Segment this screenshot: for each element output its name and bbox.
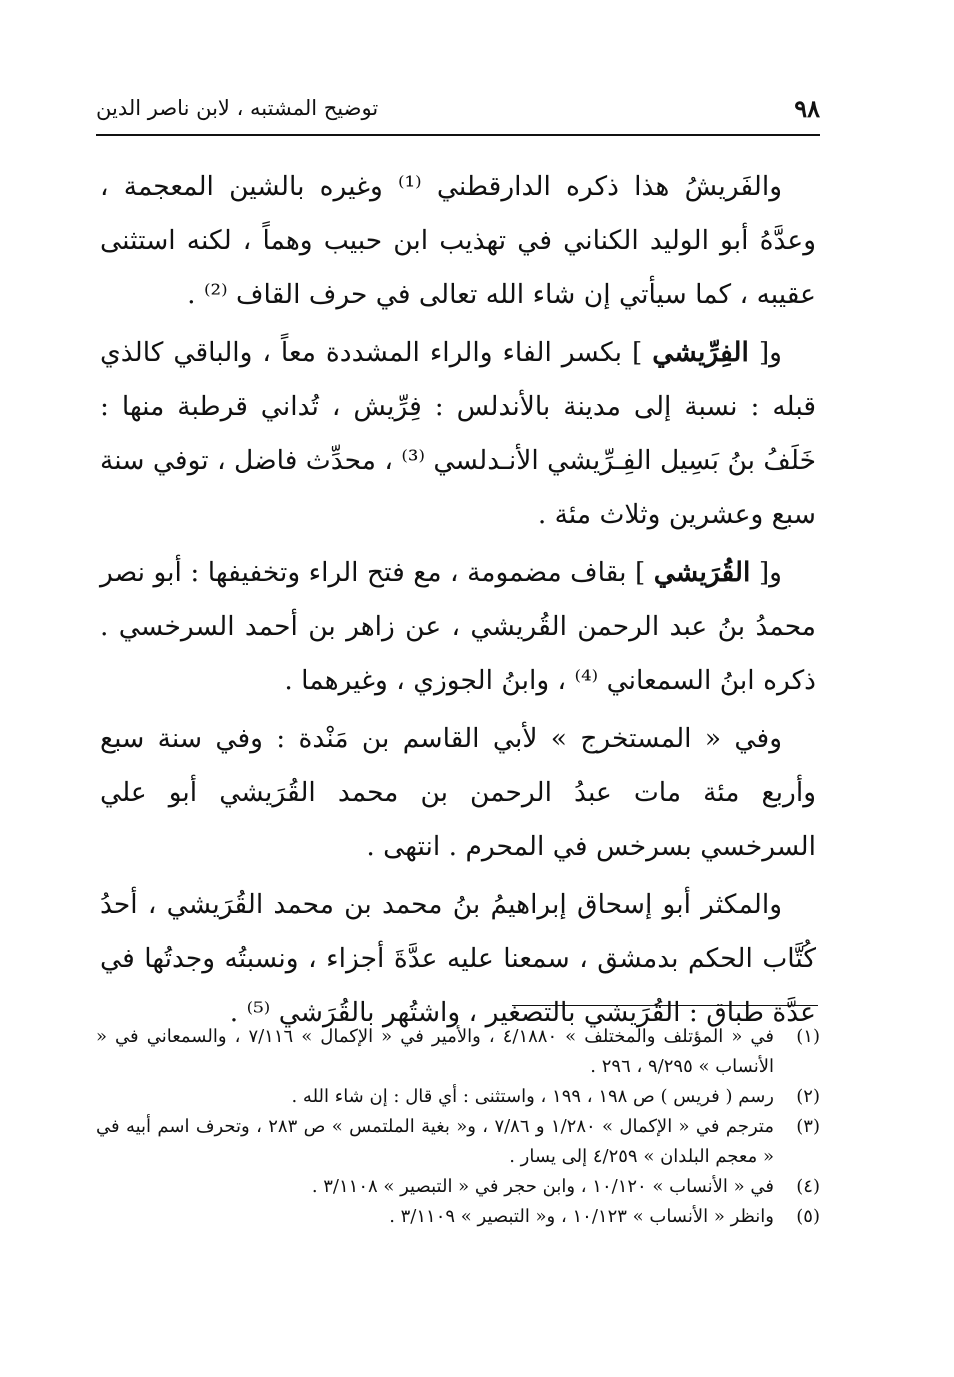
paragraph-text: وفي « المستخرج » لأبي القاسم بن مَنْدة : وفي سنة سبع وأربع مئة مات عبدُ الرحمن بن محمد القُرَيشي أبو علي السرخسي بسرخس في المحرم . انتهى . — [100, 723, 816, 862]
paragraph-text: والفَريشُ هذا ذكره الدارقطني ⁽¹⁾ وغيره بالشين المعجمة ، وعدَّهُ أبو الوليد الكناني في تهذيب ابن حبيب وهماً ، لكنه استثنى عقيبه ، كما سيأتي إن شاء الله تعالى في حرف القاف ⁽²⁾ . — [100, 171, 816, 310]
running-title: توضيح المشتبه ، لابن ناصر الدين — [96, 96, 379, 120]
entry-prefix: و[ — [758, 557, 782, 588]
footnote — [96, 1172, 820, 1202]
footnote-text: رسم ( فريس ) ص ١٩٨ ، ١٩٩ ، واستثنى : أي قال : إن شاء الله . — [291, 1086, 774, 1107]
footnote-number: (٤) — [796, 1176, 820, 1197]
paragraph-text: والمكثر أبو إسحاق إبراهيمُ بنُ محمد بن محمد القُرَيشي ، أحدُ كُتَّاب الحكم بدمشق ، سمعنا عليه عدَّةَ أجزاء ، ونسبتُه وجدتُها في عدَّة طباق : القُرَيشي بالتصغير ، واشتُهر بالقُرَشي ⁽⁵⁾ . — [100, 889, 816, 1028]
entry-term: القُرَيشي — [653, 557, 751, 588]
paragraph — [100, 326, 816, 542]
page-header — [96, 88, 820, 128]
entry-prefix: و[ — [758, 337, 782, 368]
footnote-text: مترجم في « الإكمال » ١/٢٨٠ و ٧/٨٦ ، و« بغية الملتمس » ص ٢٨٣ ، وتحرف اسم أبيه في « معجم البلدان » ٤/٢٥٩ إلى يسار . — [96, 1116, 774, 1167]
paragraph — [100, 546, 816, 708]
footnote-text: وانظر « الأنساب » ١٠/١٢٣ ، و« التبصير » ٣/١١٠٩ . — [389, 1206, 774, 1227]
footnote-divider — [512, 1005, 818, 1006]
footnote — [96, 1112, 820, 1172]
footnote-number: (١) — [796, 1026, 820, 1047]
page-number: ٩٨ — [794, 94, 820, 123]
paragraph — [100, 712, 816, 874]
footnote-number: (٣) — [796, 1116, 820, 1137]
main-text — [100, 160, 816, 1044]
footnote — [96, 1082, 820, 1112]
footnote-text: في « الأنساب » ١٠/١٢٠ ، وابن حجر في « التبصير » ٣/١١٠٨ . — [311, 1176, 774, 1197]
footnotes — [96, 1022, 820, 1232]
header-divider — [96, 134, 820, 136]
footnote-number: (٢) — [796, 1086, 820, 1107]
paragraph-text: ] بقاف مضمومة ، مع فتح الراء وتخفيفها : أبو نصر محمدُ بنُ عبد الرحمن القُريشي ، عن زاهر بن أحمد السرخسي . ذكره ابنُ السمعاني ⁽⁴⁾ ، وابنُ الجوزي ، وغيرهما . — [100, 557, 816, 696]
footnote — [96, 1202, 820, 1232]
footnote — [96, 1022, 820, 1082]
paragraph-text: ] بكسر الفاء والراء المشددة معاً ، والباقي كالذي قبله : نسبة إلى مدينة بالأندلس : فِرِّيش ، تُداني قرطبة منها : خَلَفُ بنُ بَسِيل الفِـرِّيشي الأنـدلسي ⁽³⁾ ، محدِّث فاضل ، توفي سنة سبع وعشرين وثلاث مئة . — [100, 337, 817, 530]
footnote-text: في « المؤتلف والمختلف » ٤/١٨٨٠ ، والأمير في « الإكمال » ٧/١١٦ ، والسمعاني في « الأنساب » ٩/٢٩٥ ، ٢٩٦ . — [96, 1026, 775, 1077]
paragraph — [100, 160, 816, 322]
entry-term: الفِرِّيشي — [652, 337, 749, 368]
paragraph — [100, 878, 816, 1040]
footnote-number: (٥) — [796, 1206, 820, 1227]
